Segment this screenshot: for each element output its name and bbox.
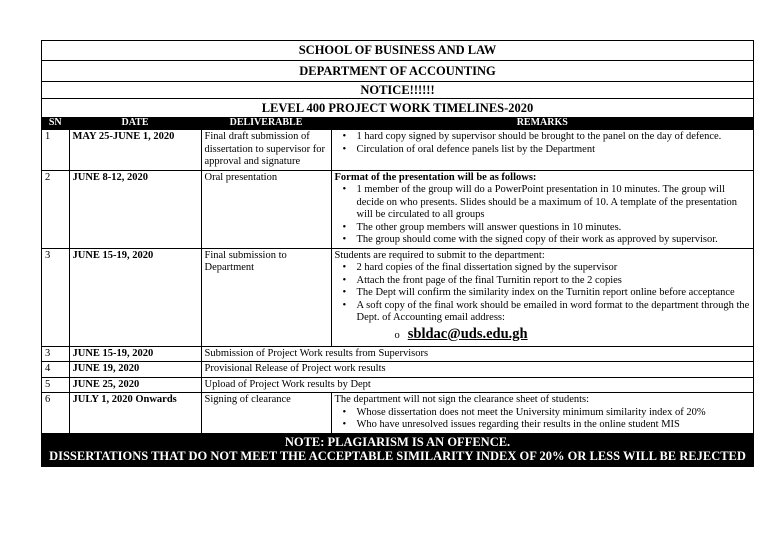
remark-bullet: • The Dept will confirm the similarity index on the Turnitin report online before acceptance xyxy=(335,287,751,300)
table-row xyxy=(42,130,753,171)
row-sn: 2 xyxy=(42,170,69,248)
row-date: JUNE 8-12, 2020 xyxy=(69,170,201,248)
row-deliverable: Oral presentation xyxy=(201,170,331,248)
remarks-intro: Students are required to submit to the department: xyxy=(334,249,545,261)
notice-heading: NOTICE!!!!!! xyxy=(42,82,753,99)
remark-bullet: • 1 hard copy signed by supervisor should be brought to the panel on the day of defence. xyxy=(335,131,751,144)
notice-document xyxy=(41,40,754,467)
row-date: JUNE 19, 2020 xyxy=(69,362,201,378)
table-row xyxy=(42,346,753,362)
remarks-intro: The department will not sign the clearance sheet of students: xyxy=(334,394,590,405)
department-heading: DEPARTMENT OF ACCOUNTING xyxy=(42,61,753,82)
remark-bullet: • A soft copy of the final work should be emailed in word format to the department through the Dept. of Accounting email address: xyxy=(335,300,751,325)
email-line xyxy=(335,325,751,345)
plagiarism-note: NOTE: PLAGIARISM IS AN OFFENCE. xyxy=(284,434,511,449)
row-sn: 3 xyxy=(42,248,69,346)
row-date: MAY 25-JUNE 1, 2020 xyxy=(69,130,201,171)
table-row xyxy=(42,248,753,346)
row-date: JUNE 15-19, 2020 xyxy=(69,346,201,362)
remark-bullet: • Attach the front page of the final Turnitin report to the 2 copies xyxy=(335,275,751,288)
row-description: Upload of Project Work results by Dept xyxy=(201,377,753,393)
row-remarks xyxy=(331,393,753,434)
plagiarism-notice-banner xyxy=(42,434,753,466)
table-header-row xyxy=(42,117,753,130)
remark-bullet: • The group should come with the signed copy of their work as approved by supervisor. xyxy=(335,234,751,247)
row-sn: 5 xyxy=(42,377,69,393)
remark-bullet: • Who have unresolved issues regarding their results in the online student MIS xyxy=(335,419,751,432)
row-sn: 6 xyxy=(42,393,69,434)
col-header-sn: SN xyxy=(42,117,69,130)
col-header-date: DATE xyxy=(69,117,201,130)
remark-bullet: • 2 hard copies of the final dissertation signed by the supervisor xyxy=(335,262,751,275)
timeline-table xyxy=(42,117,753,434)
table-row xyxy=(42,362,753,378)
school-heading: SCHOOL OF BUSINESS AND LAW xyxy=(42,41,753,61)
department-email-link[interactable]: sbldac@uds.edu.gh xyxy=(407,325,528,342)
row-sn: 1 xyxy=(42,130,69,171)
row-sn: 4 xyxy=(42,362,69,378)
row-date: JUNE 25, 2020 xyxy=(69,377,201,393)
row-deliverable: Signing of clearance xyxy=(201,393,331,434)
row-deliverable: Final draft submission of dissertation to supervisor for approval and signature xyxy=(201,130,331,171)
table-row xyxy=(42,393,753,434)
row-deliverable: Final submission to Department xyxy=(201,248,331,346)
row-date: JULY 1, 2020 Onwards xyxy=(69,393,201,434)
similarity-warning: DISSERTATIONS THAT DO NOT MEET THE ACCEPTABLE SIMILARITY INDEX OF 20% OR LESS WILL BE REJECTED xyxy=(49,449,746,463)
col-header-remarks: REMARKS xyxy=(331,117,753,130)
remark-bullet: • 1 member of the group will do a PowerPoint presentation in 10 minutes. The group will decide on who presents. Slides should be a maximum of 10. A template of the presentation will be circulated to all groups xyxy=(335,184,751,222)
col-header-deliverable: DELIVERABLE xyxy=(201,117,331,130)
row-remarks xyxy=(331,170,753,248)
remark-bullet: • The other group members will answer questions in 10 minutes. xyxy=(335,222,751,235)
table-row xyxy=(42,377,753,393)
row-date: JUNE 15-19, 2020 xyxy=(69,248,201,346)
row-remarks xyxy=(331,130,753,171)
table-row xyxy=(42,170,753,248)
row-sn: 3 xyxy=(42,346,69,362)
row-description: Submission of Project Work results from Supervisors xyxy=(201,346,753,362)
timeline-title: LEVEL 400 PROJECT WORK TIMELINES-2020 xyxy=(261,101,534,115)
remark-bullet: • Whose dissertation does not meet the University minimum similarity index of 20% xyxy=(335,407,751,420)
sub-bullet: o xyxy=(394,329,400,341)
remark-bullet: • Circulation of oral defence panels list by the Department xyxy=(335,144,751,157)
row-remarks xyxy=(331,248,753,346)
remarks-intro: Format of the presentation will be as follows: xyxy=(334,171,537,183)
row-description: Provisional Release of Project work results xyxy=(201,362,753,378)
